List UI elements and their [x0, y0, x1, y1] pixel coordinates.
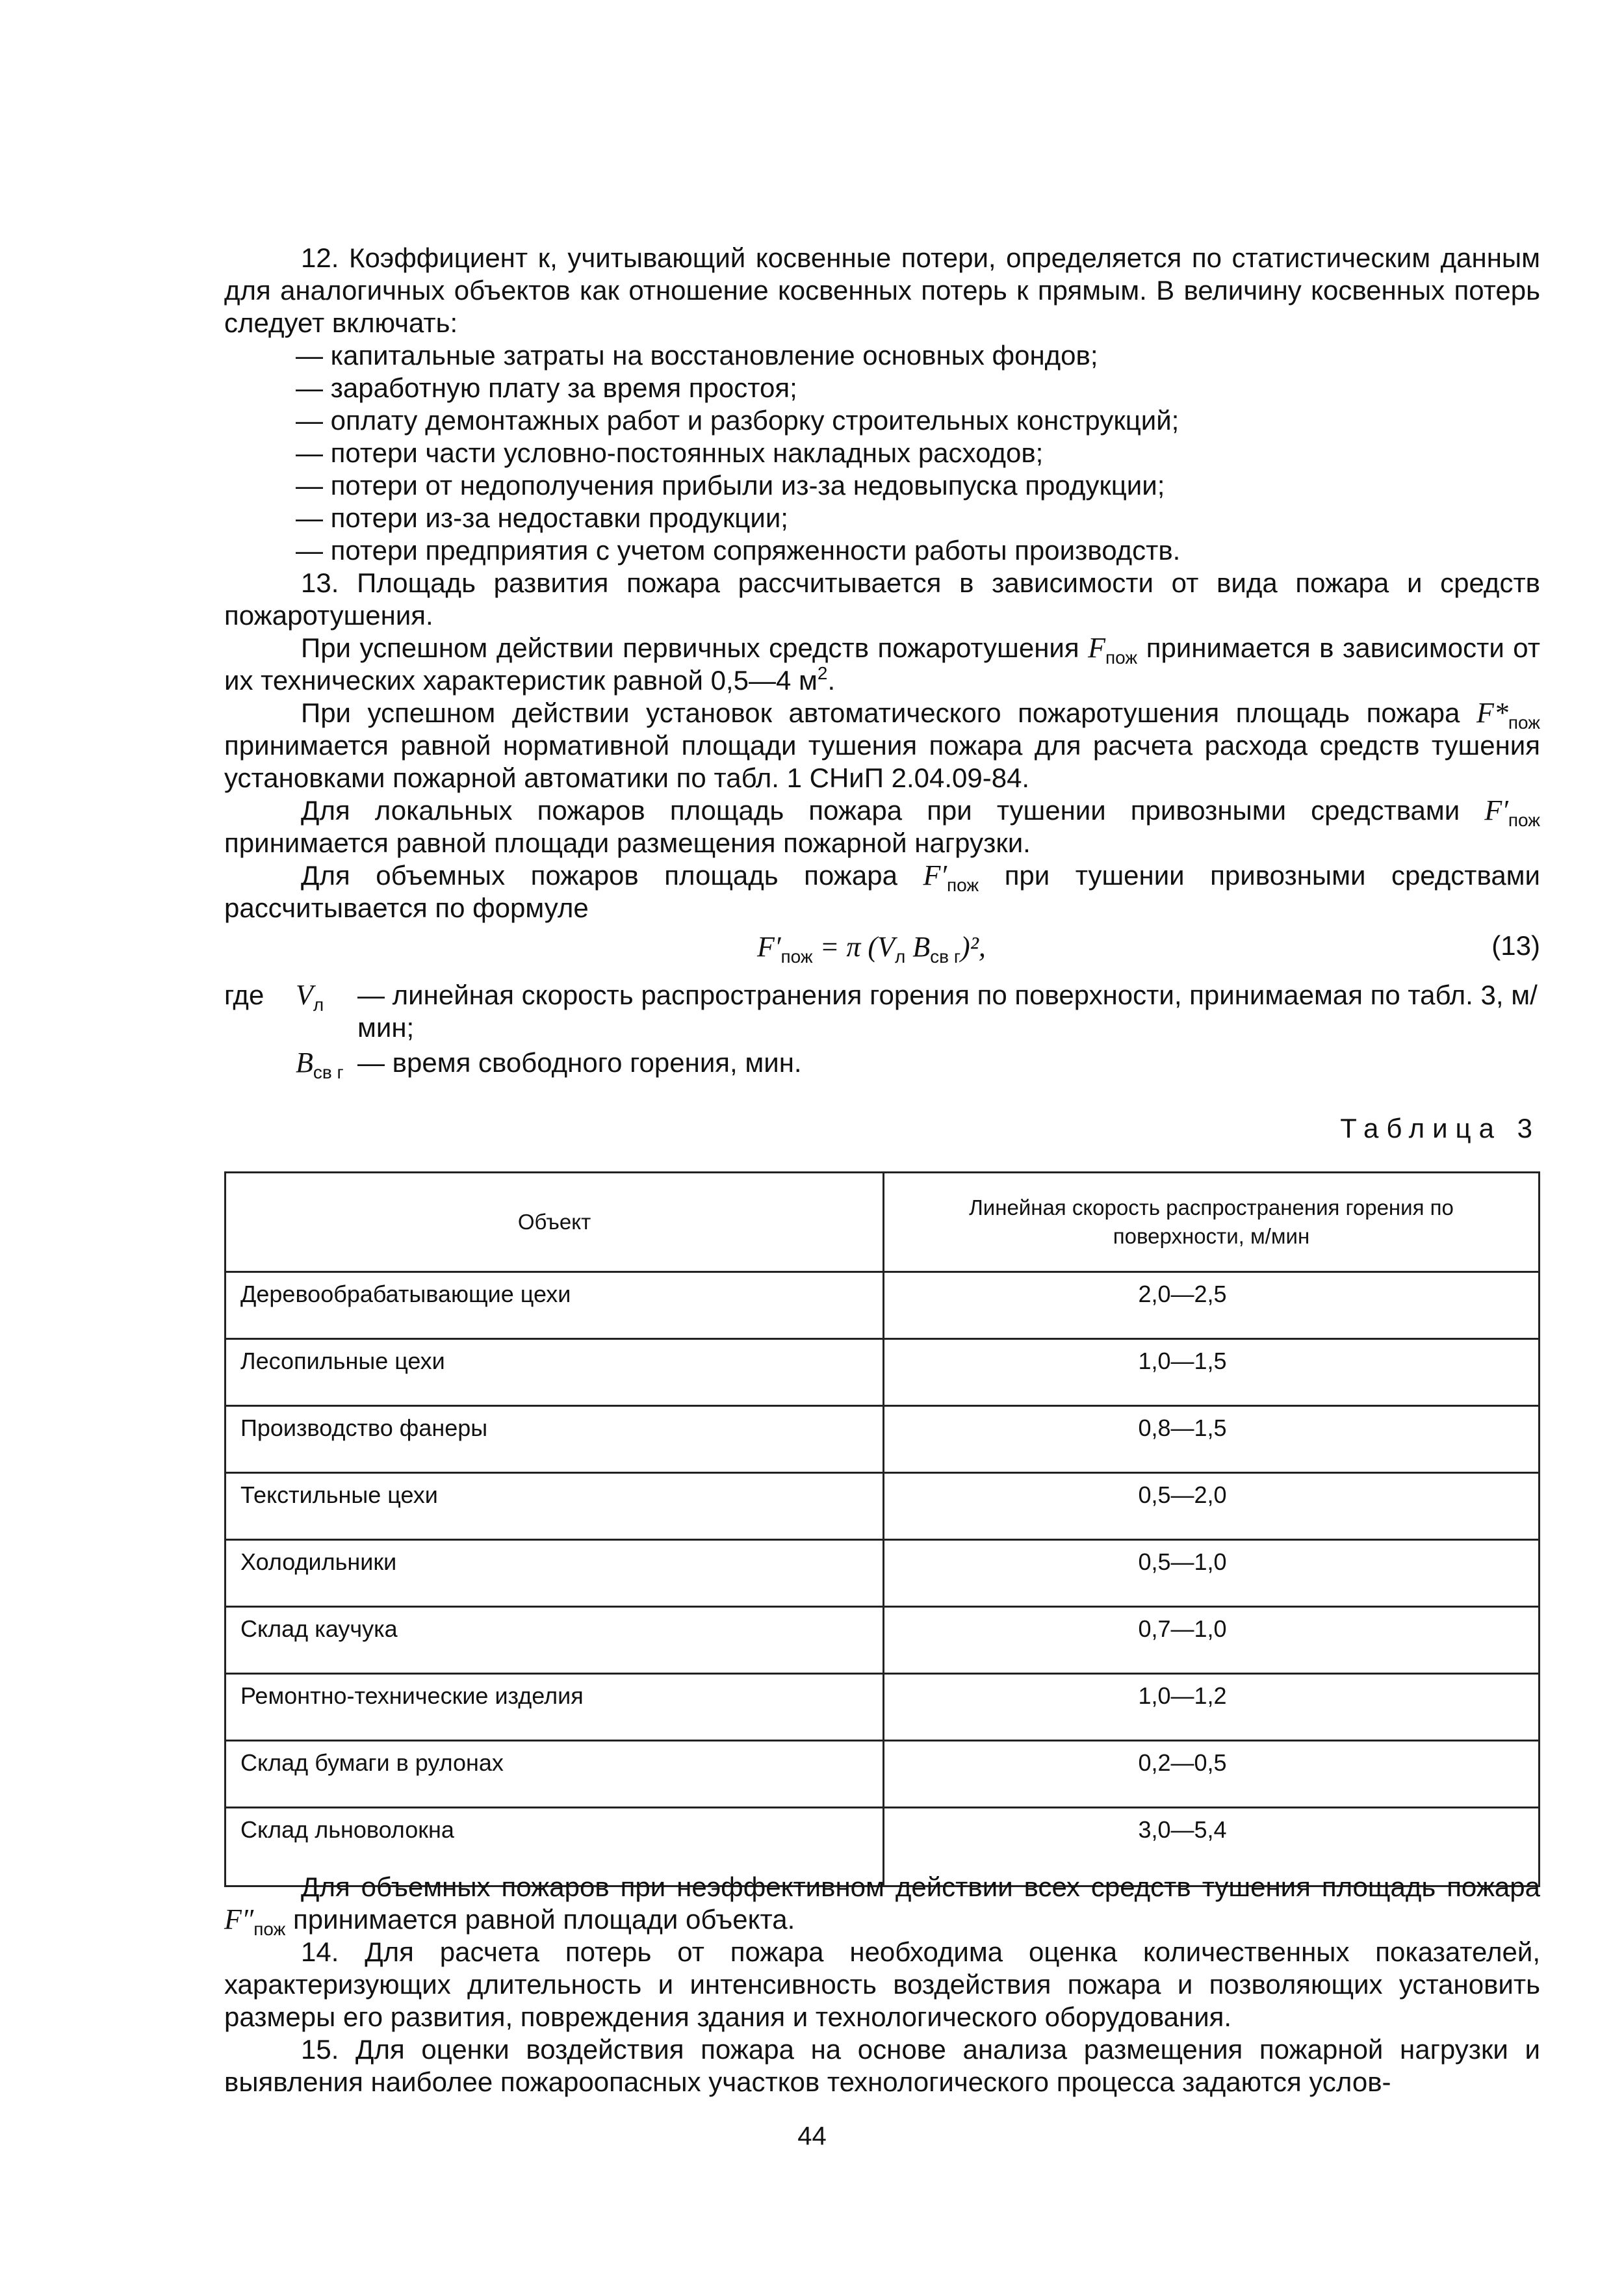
list-item: — капитальные затраты на восстановление основных фондов; [296, 340, 1098, 371]
table-body [226, 1272, 1540, 1886]
table-row [226, 1540, 1540, 1607]
table-row [226, 1741, 1540, 1808]
paragraph-15: 15. Для оценки воздействия пожара на основе анализа размещения пожарной нагрузки и выявления наиболее пожароопасных участков технологического процесса задаются услов- [224, 2034, 1540, 2097]
paragraph-ineffective: Для объемных пожаров при неэффективном действии всех средств тушения площадь пожара $F''_{пож}$ принимается равной площади объекта. [224, 1872, 1540, 1939]
lower-text-block [224, 1871, 1540, 2098]
list-item: — заработную плату за время простоя; [296, 372, 797, 403]
symbol-f-prime: F′ [1484, 794, 1508, 826]
upper-text-block [224, 242, 1540, 924]
table-cell-object: Склад каучука [226, 1607, 884, 1674]
symbol-f-double-prime: F″ [224, 1903, 254, 1935]
table-cell-object: Деревообрабатывающие цехи [226, 1272, 884, 1339]
table-cell-speed: 1,0—1,2 [884, 1674, 1540, 1741]
table-3 [224, 1171, 1540, 1887]
list-item: — оплату демонтажных работ и разборку строительных конструкций; [296, 405, 1179, 436]
paragraph-14: 14. Для расчета потерь от пожара необходима оценка количественных показателей, характеризующих длительность и интенсивность воздействия пожара и позволяющих установить размеры его развития, повреждения здания и технологического оборудования. [224, 1937, 1540, 2032]
table-row [226, 1272, 1540, 1339]
table-cell-speed: 0,8—1,5 [884, 1406, 1540, 1473]
where-b: $B_{св г}$ — время свободного горения, мин. [224, 1047, 1540, 1079]
table-cell-object: Лесопильные цехи [226, 1339, 884, 1406]
table-cell-speed: 0,5—1,0 [884, 1540, 1540, 1607]
formula-number: (13) [1491, 930, 1540, 961]
list-item: — потери из-за недоставки продукции; [296, 502, 788, 533]
table-row [226, 1473, 1540, 1540]
table-cell-object: Ремонтно-технические изделия [226, 1674, 884, 1741]
table-header-object: Объект [226, 1173, 884, 1272]
formula-expression: $F'_{пож} = \pi$ ($V_л$ $B_{св г})^2$, [757, 931, 986, 967]
where-v: где $V_л$ — линейная скорость распространения горения по поверхности, принимаемая по табл. 3, м/мин; [224, 979, 1540, 1044]
paragraph-12: 12. Коэффициент к, учитывающий косвенные потери, определяется по статистическим данным для аналогичных объектов как отношение косвенных потерь к прямым. В величину косвенных потерь следует включать: [224, 242, 1541, 338]
list-item: — потери предприятия с учетом сопряженности работы производств. [296, 535, 1181, 566]
table-caption: Таблица 3 [1340, 1113, 1540, 1143]
list-item: — потери от недополучения прибыли из-за недовыпуска продукции; [296, 470, 1165, 501]
table-row [226, 1406, 1540, 1473]
table-header-row [226, 1173, 1540, 1272]
table-cell-object: Текстильные цехи [226, 1473, 884, 1540]
where-label: где [224, 980, 264, 1010]
paragraph-primary-means: При успешном действии первичных средств пожаротушения $F_{пож}$ принимается в зависимости от их технических характеристик равной 0,5—4 $м^2$. [224, 632, 1540, 696]
table-cell-object: Холодильники [226, 1540, 884, 1607]
formula-13 [224, 930, 1540, 969]
table-cell-object: Производство фанеры [226, 1406, 884, 1473]
table-row [226, 1607, 1540, 1674]
symbol-f-star: F* [1476, 697, 1508, 729]
table-cell-speed: 1,0—1,5 [884, 1339, 1540, 1406]
paragraph-volume: Для объемных пожаров площадь пожара $F'_{пож}$ при тушении привозными средствами рассчитывается по формуле [224, 859, 1541, 923]
symbol-f-prime: F′ [923, 859, 947, 891]
list-item: — потери части условно-постоянных накладных расходов; [296, 437, 1044, 468]
paragraph-13: 13. Площадь развития пожара рассчитывается в зависимости от вида пожара и средств пожаротушения. [224, 567, 1540, 631]
table-row [226, 1339, 1540, 1406]
table-cell-speed: 0,5—2,0 [884, 1473, 1540, 1540]
table-cell-speed: 2,0—2,5 [884, 1272, 1540, 1339]
symbol-f: F [1088, 632, 1106, 664]
table-row [226, 1674, 1540, 1741]
where-v-description: — линейная скорость распространения горения по поверхности, принимаемая по табл. 3, м/мин; [357, 980, 1538, 1043]
table-cell-speed: 0,7—1,0 [884, 1607, 1540, 1674]
table-cell-speed: 0,2—0,5 [884, 1741, 1540, 1808]
table-header-speed: Линейная скорость распространения горения по поверхности, м/мин [884, 1173, 1540, 1272]
page-number: 44 [797, 2122, 827, 2150]
paragraph-automatic: При успешном действии установок автоматического пожаротушения площадь пожара $F*_{пож}$ принимается равной нормативной площади тушения пожара для расчета расхода средств тушения установками пожарной автоматики по табл. 1 СНиП 2.04.09-84. [224, 697, 1540, 793]
where-b-description: — время свободного горения, мин. [357, 1047, 802, 1078]
paragraph-local: Для локальных пожаров площадь пожара при тушении привозными средствами $F'_{пож}$ принимается равной площади размещения пожарной нагрузки. [224, 794, 1540, 858]
table-cell-speed: 3,0—5,4 [884, 1808, 1540, 1886]
table-cell-object: Склад бумаги в рулонах [226, 1741, 884, 1808]
table-cell-object: Склад льноволокна [226, 1808, 884, 1886]
